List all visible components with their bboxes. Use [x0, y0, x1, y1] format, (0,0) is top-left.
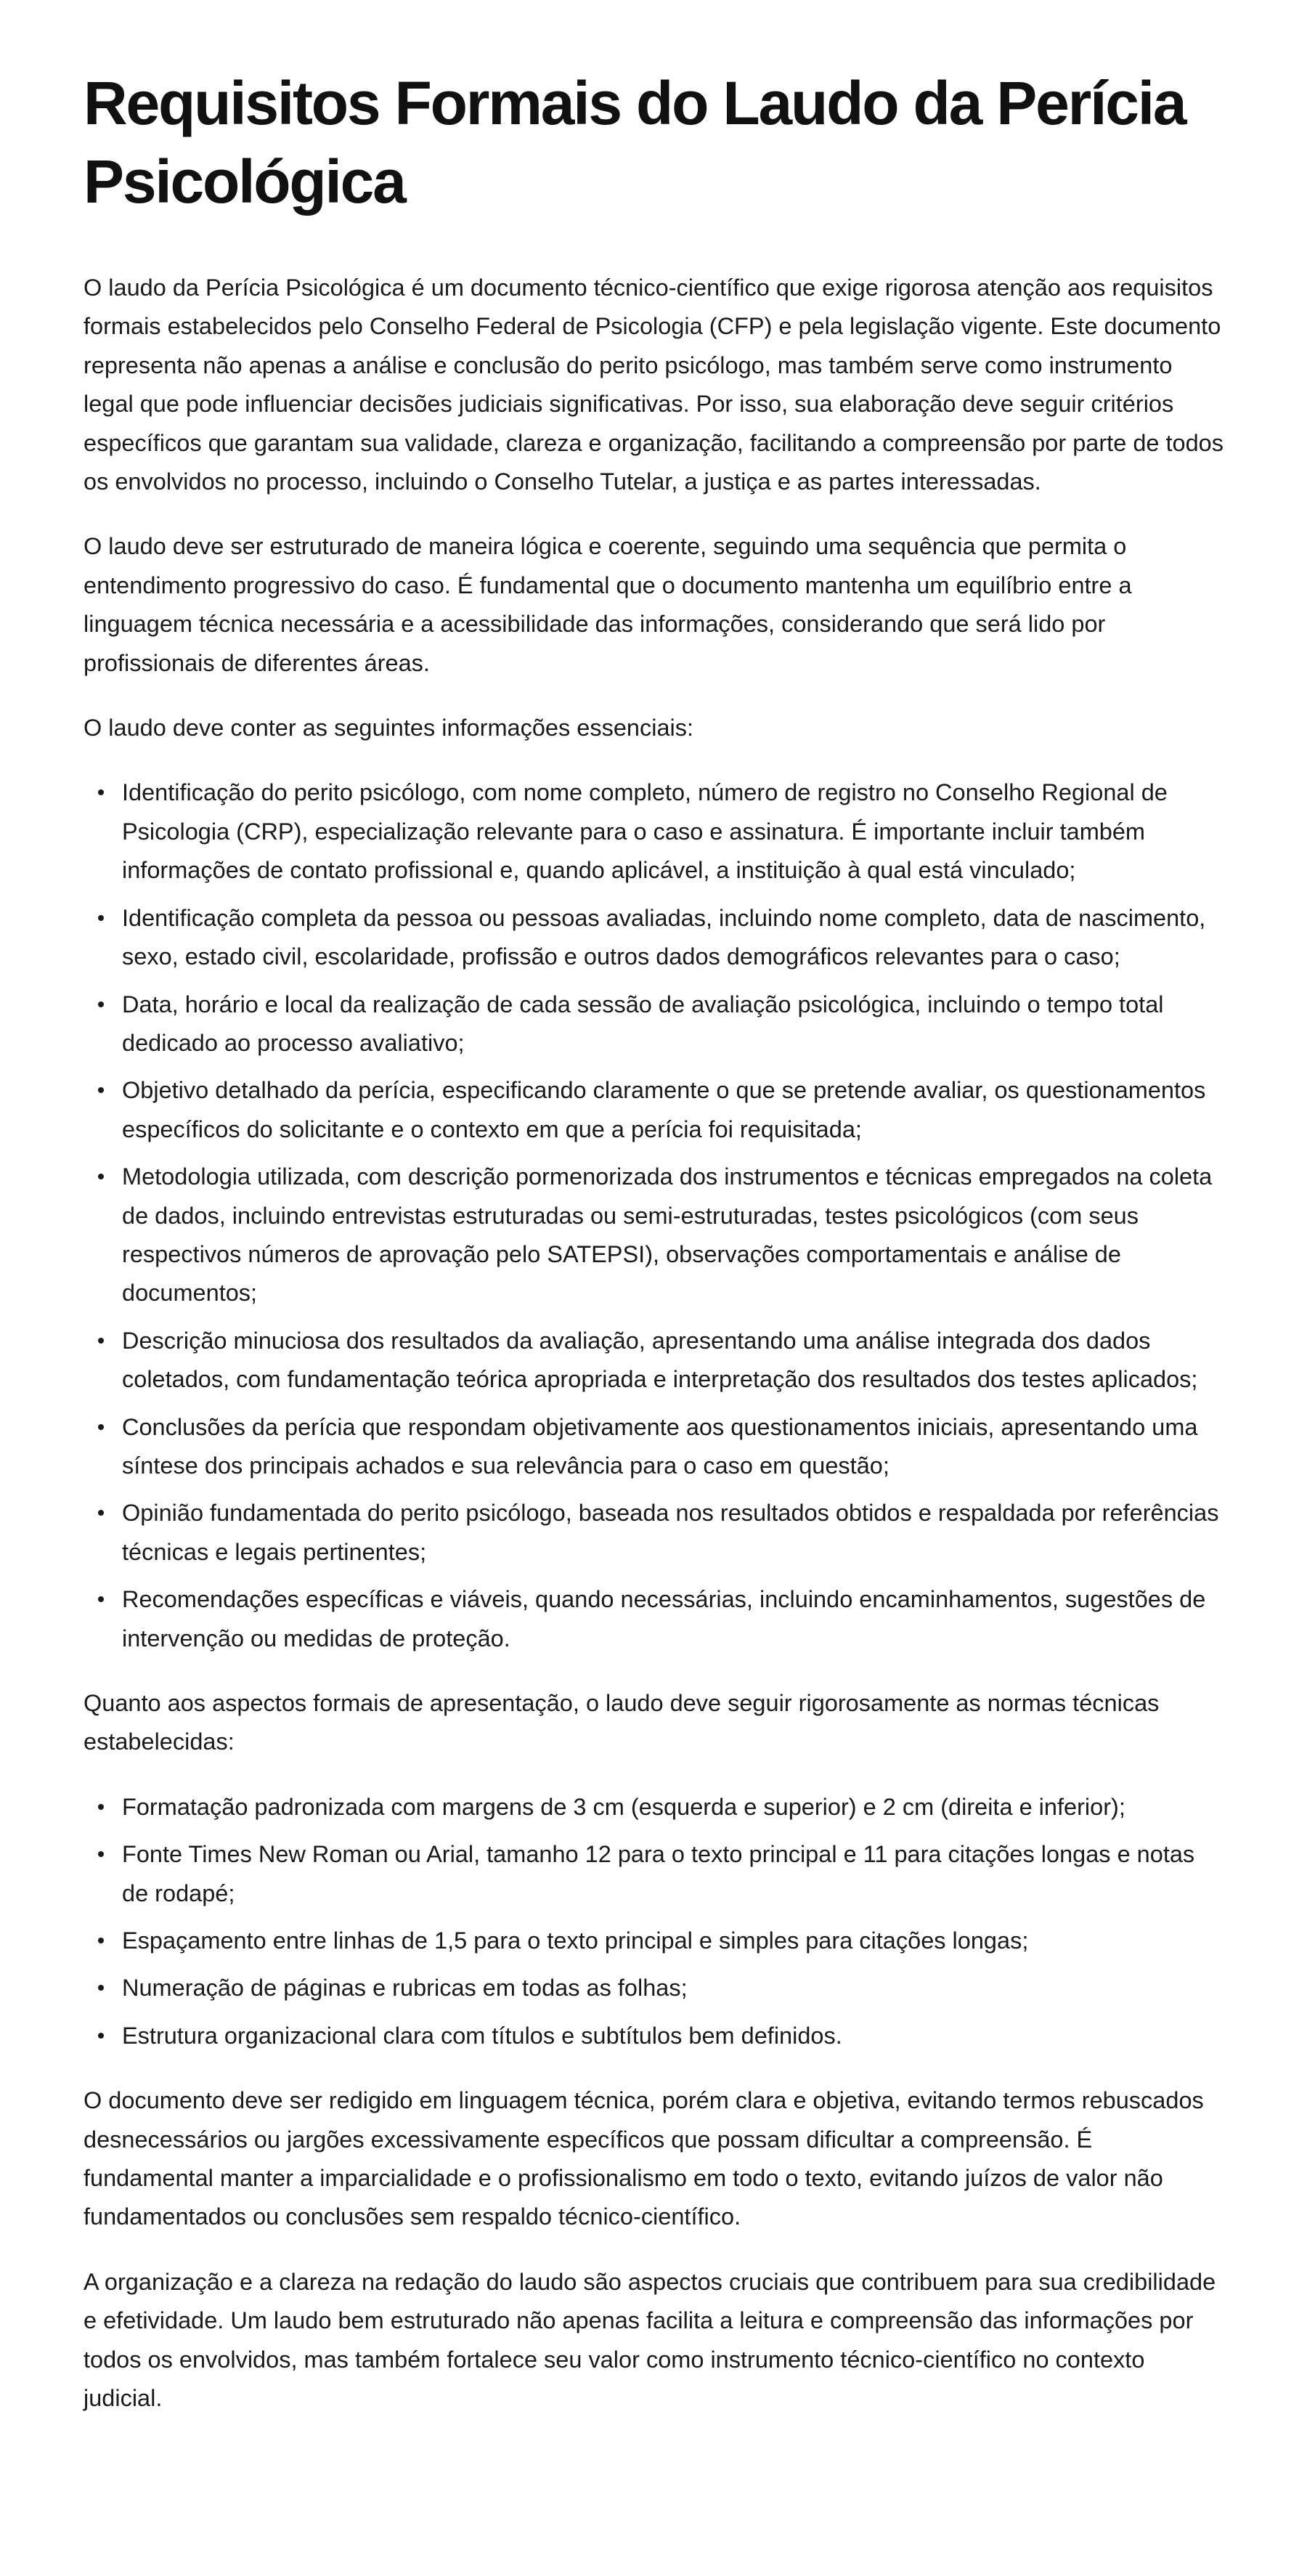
- list-item: Identificação completa da pessoa ou pessoas avaliadas, incluindo nome completo, data de nascimento, sexo, estado civil, escolaridade, profissão e outros dados demográficos relevantes para o caso;: [122, 899, 1223, 977]
- list-item: Estrutura organizacional clara com títulos e subtítulos bem definidos.: [122, 2017, 1223, 2055]
- list-item: Metodologia utilizada, com descrição pormenorizada dos instrumentos e técnicas empregados na coleta de dados, incluindo entrevistas estruturadas ou semi-estruturadas, testes psicológicos (com seus respectivos números de aprovação pelo SATEPSI), observações comportamentais e análise de documentos;: [122, 1158, 1223, 1313]
- list-item: Conclusões da perícia que respondam objetivamente aos questionamentos iniciais, apresentando uma síntese dos principais achados e sua relevância para o caso em questão;: [122, 1408, 1223, 1486]
- formal-aspects-paragraph: Quanto aos aspectos formais de apresentação, o laudo deve seguir rigorosamente as normas técnicas estabelecidas:: [84, 1690, 1160, 1755]
- essential-info-list: [84, 773, 1223, 1658]
- list-item: Recomendações específicas e viáveis, quando necessárias, incluindo encaminhamentos, sugestões de intervenção ou medidas de proteção.: [122, 1580, 1223, 1658]
- closing-paragraph-1: O documento deve ser redigido em linguagem técnica, porém clara e objetiva, evitando termos rebuscados desnecessários ou jargões excessivamente específicos que possam dificultar a compreensão. É fundamental manter a imparcialidade e o profissionalismo em todo o texto, evitando juízos de valor não fundamentados ou conclusões sem respaldo técnico-científico.: [84, 2087, 1204, 2230]
- list-item: Opinião fundamentada do perito psicólogo, baseada nos resultados obtidos e respaldada por referências técnicas e legais pertinentes;: [122, 1494, 1223, 1572]
- list-item: Fonte Times New Roman ou Arial, tamanho 12 para o texto principal e 11 para citações longas e notas de rodapé;: [122, 1835, 1223, 1913]
- page-title: Requisitos Formais do Laudo da Perícia Psicológica: [84, 69, 1186, 216]
- list-item: Espaçamento entre linhas de 1,5 para o texto principal e simples para citações longas;: [122, 1922, 1223, 1960]
- list-item: Objetivo detalhado da perícia, especificando claramente o que se pretende avaliar, os questionamentos específicos do solicitante e o contexto em que a perícia foi requisitada;: [122, 1071, 1223, 1149]
- intro-paragraph-2: O laudo deve ser estruturado de maneira lógica e coerente, seguindo uma sequência que permita o entendimento progressivo do caso. É fundamental que o documento mantenha um equilíbrio entre a linguagem técnica necessária e a acessibilidade das informações, considerando que será lido por profissionais de diferentes áreas.: [84, 533, 1132, 676]
- intro-paragraph-3: O laudo deve conter as seguintes informações essenciais:: [84, 715, 694, 741]
- list-item: Data, horário e local da realização de cada sessão de avaliação psicológica, incluindo o tempo total dedicado ao processo avaliativo;: [122, 986, 1223, 1063]
- intro-paragraph-1: O laudo da Perícia Psicológica é um documento técnico-científico que exige rigorosa atenção aos requisitos formais estabelecidos pelo Conselho Federal de Psicologia (CFP) e pela legislação vigente. Este documento representa não apenas a análise e conclusão do perito psicólogo, mas também serve como instrumento legal que pode influenciar decisões judiciais significativas. Por isso, sua elaboração deve seguir critérios específicos que garantam sua validade, clareza e organização, facilitando a compreensão por parte de todos os envolvidos no processo, incluindo o Conselho Tutelar, a justiça e as partes interessadas.: [84, 275, 1223, 495]
- closing-paragraph-2: A organização e a clareza na redação do laudo são aspectos cruciais que contribuem para sua credibilidade e efetividade. Um laudo bem estruturado não apenas facilita a leitura e compreensão das informações por todos os envolvidos, mas também fortalece seu valor como instrumento técnico-científico no contexto judicial.: [84, 2268, 1216, 2412]
- list-item: Descrição minuciosa dos resultados da avaliação, apresentando uma análise integrada dos dados coletados, com fundamentação teórica apropriada e interpretação dos resultados dos testes aplicados;: [122, 1322, 1223, 1399]
- formal-requirements-list: [84, 1788, 1223, 2055]
- list-item: Identificação do perito psicólogo, com nome completo, número de registro no Conselho Regional de Psicologia (CRP), especialização relevante para o caso e assinatura. É importante incluir também informações de contato profissional e, quando aplicável, a instituição à qual está vinculado;: [122, 773, 1223, 890]
- list-item: Formatação padronizada com margens de 3 cm (esquerda e superior) e 2 cm (direita e inferior);: [122, 1788, 1223, 1827]
- list-item: Numeração de páginas e rubricas em todas as folhas;: [122, 1969, 1223, 2007]
